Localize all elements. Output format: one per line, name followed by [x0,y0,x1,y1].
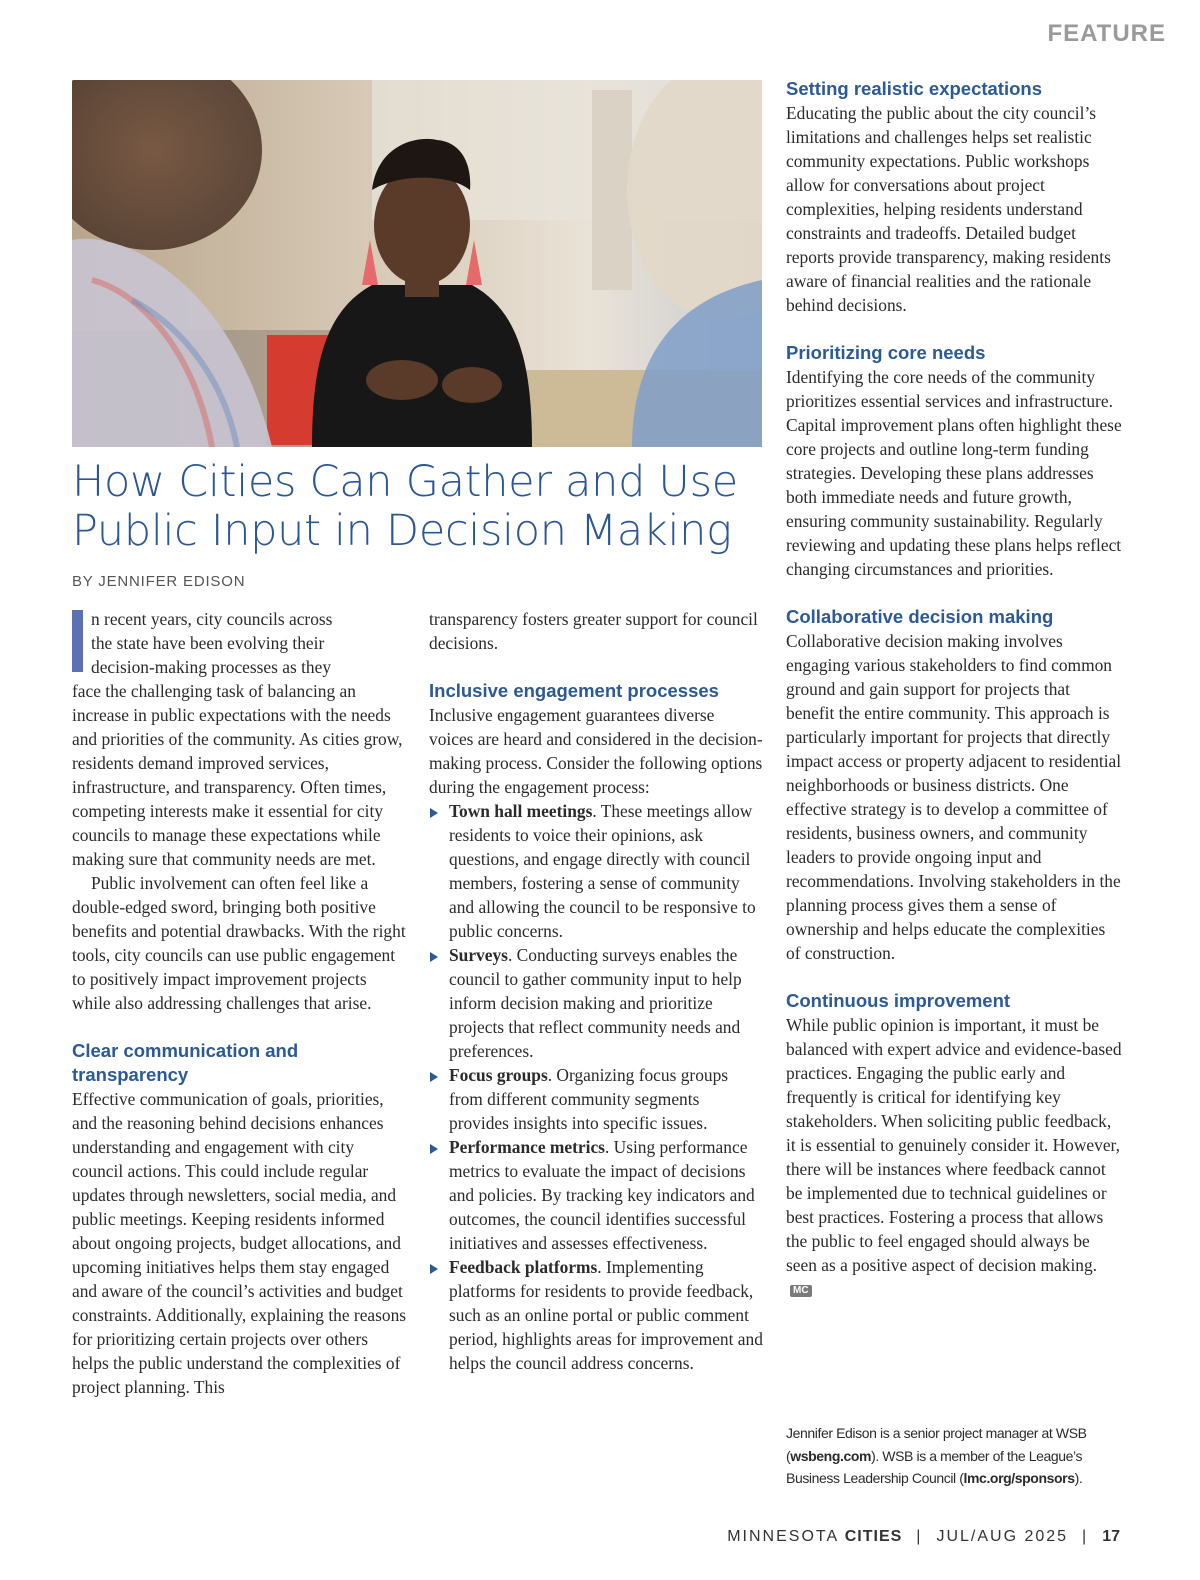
bio-text-2: ). WSB is a member of the League’s Business Leadership Council ( [786,1447,1083,1486]
meeting-photo-illustration [72,80,762,447]
clear-communication-body: Effective communication of goals, priorities, and the reasoning behind decisions enhances understanding and engagement with city council actions. This could include regular updates through newsletters, social media, and public meetings. Keeping residents informed about ongoing projects, budget allocations, and upcoming initiatives helps them stay engaged and aware of the council’s activities and budget constraints. Additionally, explaining the reasons for prioritizing certain projects over others helps the public understand the complexities of project planning. This [72,1089,407,1397]
heading-inclusive-engagement: Inclusive engagement processes [429,680,719,701]
heading-continuous-improvement: Continuous improvement [786,990,1011,1011]
heading-core-needs: Prioritizing core needs [786,342,986,363]
list-item-term: Performance metrics [449,1137,605,1157]
intro-line-3: decision-making processes as they [91,657,332,677]
continuous-improvement-text: While public opinion is important, it must be balanced with expert advice and evidence-based practices. Engaging the public early and frequently is critical for identifying key stakeholders. When soliciting public feedback, it is essential to genuinely consider it. However, there will be instances where feedback cannot be implemented due to technical guidelines or best practices. Fostering a process that allows the public to feel engaged should always be seen as a positive aspect of decision making. [786,1015,1122,1275]
column-left [72,607,408,1399]
bullet-arrow-icon [430,808,438,818]
list-item [429,1063,763,1135]
page-footer [727,1528,1120,1546]
title-line-1: How Cities Can Gather and Use [72,457,738,507]
intro-line-1: n recent years, city councils across [91,609,333,629]
realistic-expectations-body: Educating the public about the city council’s limitations and challenges helps set realistic community expectations. Public workshops allow for conversations about project complexities, helping residents understand constraints and tradeoffs. Detailed budget reports provide transparency, making residents aware of financial realities and the rationale behind decisions. [786,103,1111,315]
column-middle [429,607,763,1375]
footer-divider: | [1082,1528,1089,1545]
bio-link-wsb[interactable]: wsbeng.com [790,1447,872,1464]
issue-date: JUL/AUG 2025 [936,1528,1069,1545]
bullet-arrow-icon [430,952,438,962]
intro-paragraph [72,607,408,679]
continuous-improvement-body [786,1013,1122,1301]
dropcap-letter [72,610,83,672]
collaborative-body: Collaborative decision making involves engaging various stakeholders to find common ground and gain support for projects that benefit the entire community. This approach is particularly important for projects that directly impact access or property adjacent to residential neighborhoods or business districts. One effective strategy is to develop a committee of residents, business owners, and community leaders to provide ongoing input and recommendations. Involving stakeholders in the planning process gives them a sense of ownership and helps educate the complexities of construction. [786,631,1122,963]
list-item-text: . Conducting surveys enables the council to gather community input to help inform decision making and prioritize projects that reflect community needs and preferences. [449,945,742,1061]
article-title [72,458,772,556]
author-bio [786,1422,1126,1490]
article-photo [72,80,762,447]
bio-text-3: ). [1074,1470,1083,1486]
list-item-term: Feedback platforms [449,1257,598,1277]
paragraph-2: Public involvement can often feel like a double-edged sword, bringing both positive benefits and potential drawbacks. With the right tools, city councils can use public engagement to positively impact improvement projects while also addressing challenges that arise. [72,873,406,1013]
clear-communication-continued: transparency fosters greater support for council decisions. [429,609,758,653]
list-item [429,1255,763,1375]
list-item-text: . Using performance metrics to evaluate the impact of decisions and policies. By tracking key indicators and outcomes, the council identifies successful initiatives and assesses effectiveness. [449,1137,755,1253]
engagement-options-list [429,799,763,1375]
column-right [786,77,1122,1301]
byline: BY JENNIFER EDISON [72,573,246,590]
intro-paragraph-rest: face the challenging task of balancing an increase in public expectations with the needs and priorities of the community. As cities grow, residents demand improved services, infrastructure, and transparency. Often times, competing interests make it essential for city councils to manage these expectations while making sure that community needs are met. [72,681,403,869]
list-item-text: . Organizing focus groups from different community segments provides insights into specific issues. [449,1065,729,1133]
magazine-prefix: MINNESOTA [727,1528,839,1545]
list-item-text: . Implementing platforms for residents to provide feedback, such as an online portal or public comment period, highlights areas for improvement and helps the council address concerns. [449,1257,763,1373]
list-item [429,1135,763,1255]
heading-clear-communication: Clear communication and transparency [72,1040,299,1085]
inclusive-engagement-body: Inclusive engagement guarantees diverse voices are heard and considered in the decision-making process. Consider the following options during the engagement process: [429,705,763,797]
bio-link-lmc[interactable]: lmc.org/sponsors [963,1470,1075,1486]
list-item [429,799,763,943]
heading-collaborative: Collaborative decision making [786,606,1054,627]
footer-divider: | [916,1528,923,1545]
list-item-text: . These meetings allow residents to voice their opinions, ask questions, and engage directly with council members, fostering a sense of community and allowing the council to be responsive to public concerns. [449,801,756,941]
heading-realistic-expectations: Setting realistic expectations [786,78,1043,99]
magazine-name [727,1528,902,1546]
bullet-arrow-icon [430,1264,438,1274]
list-item [429,943,763,1063]
list-item-term: Surveys [449,945,508,965]
title-line-2: Public Input in Decision Making [72,506,732,556]
page-number: 17 [1102,1528,1120,1545]
core-needs-body: Identifying the core needs of the community prioritizes essential services and infrastructure. Capital improvement plans often highlight these core projects and outline long-term funding strategies. Developing these plans addresses both immediate needs and future growth, ensuring community sustainability. Regularly reviewing and updating these plans helps reflect changing circumstances and priorities. [786,367,1122,579]
bullet-arrow-icon [430,1072,438,1082]
bullet-arrow-icon [430,1144,438,1154]
intro-line-2: the state have been evolving their [91,633,325,653]
magazine-title: CITIES [844,1528,903,1545]
end-mark-icon: MC [790,1285,812,1297]
list-item-term: Town hall meetings [449,801,593,821]
bio-text-1: Jennifer Edison is a senior project manager at WSB ( [786,1425,1087,1464]
list-item-term: Focus groups [449,1065,548,1085]
section-label: FEATURE [1047,20,1166,47]
